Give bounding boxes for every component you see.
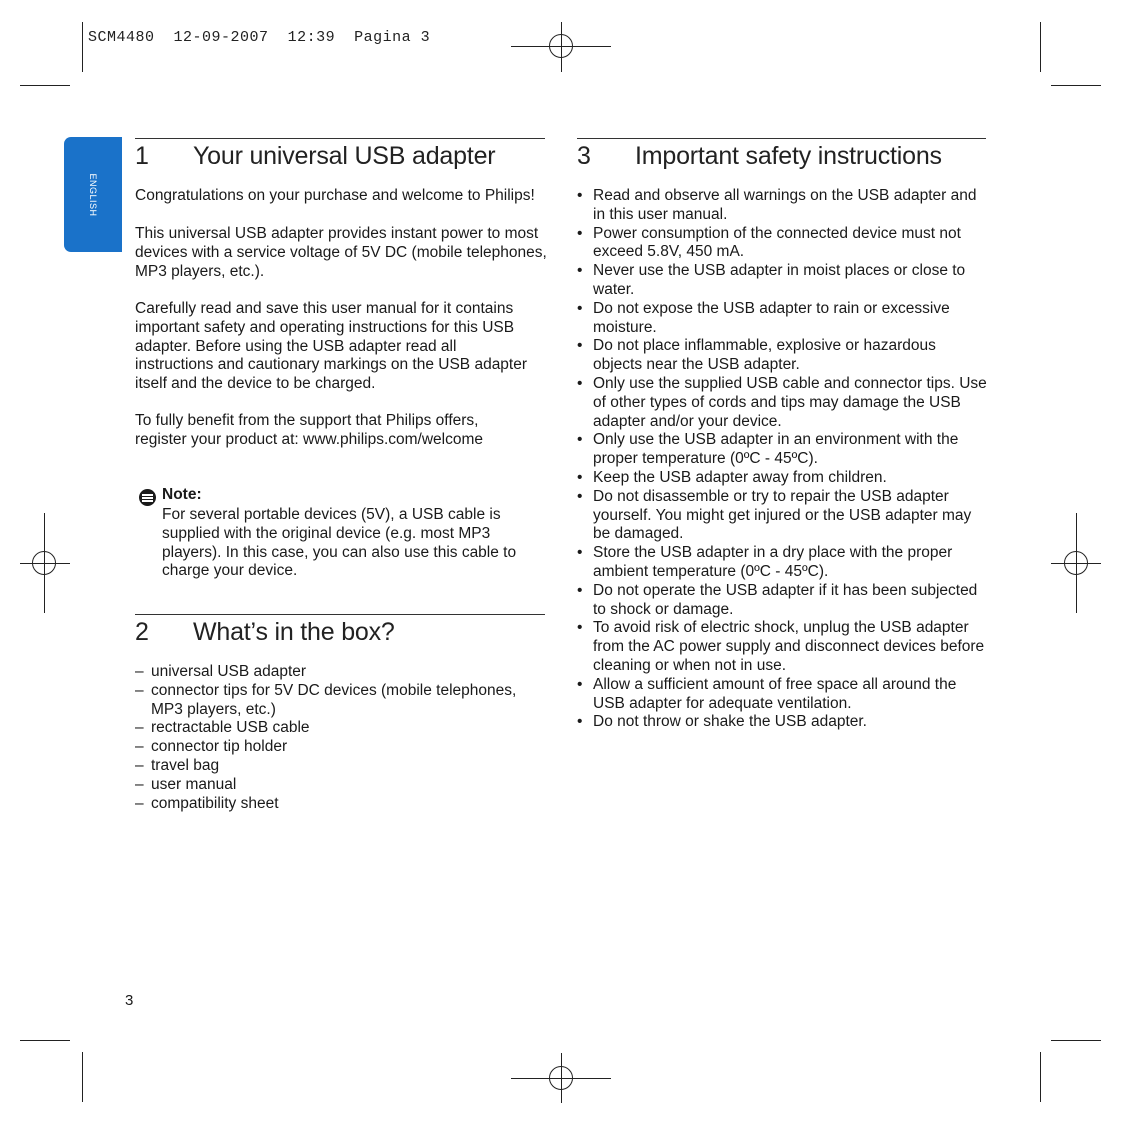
list-item: • Do not place inflammable, explosive or hazardous objects near the USB adapter. — [577, 337, 987, 375]
note-text: For several portable devices (5V), a USB cable is supplied with the original device (e.g. most MP3 players). In this case, you can also use this cable to charge your device. — [162, 506, 517, 580]
list-item: • To avoid risk of electric shock, unplug the USB adapter from the AC power supply and disconnect devices before cleaning or when not in use. — [577, 619, 987, 675]
safety-instructions-list — [577, 187, 987, 732]
section1-paragraph-register: To fully benefit from the support that Philips offers, register your product at: www.philips.com/welcome — [135, 412, 484, 448]
section3-heading — [577, 142, 942, 171]
box-contents-list — [135, 663, 535, 813]
section1-title: Your universal USB adapter — [193, 142, 496, 170]
list-item: – universal USB adapter — [135, 663, 535, 682]
list-item: – rectractable USB cable — [135, 719, 535, 738]
section1-paragraph-description: This universal USB adapter provides instant power to most devices with a service voltage of 5V DC (mobile telephones, MP3 players, etc.). — [135, 225, 547, 280]
list-item: • Store the USB adapter in a dry place with the proper ambient temperature (0ºC - 45ºC). — [577, 544, 987, 582]
list-item: • Keep the USB adapter away from children. — [577, 469, 987, 488]
list-item: • Do not throw or shake the USB adapter. — [577, 713, 987, 732]
slug-date: 12-09-2007 — [173, 29, 269, 46]
section2-rule — [135, 614, 545, 615]
list-item: – user manual — [135, 776, 535, 795]
section2-title: What’s in the box? — [193, 618, 395, 646]
page-number: 3 — [125, 992, 134, 1009]
list-item: • Only use the supplied USB cable and connector tips. Use of other types of cords and tips may damage the USB adapter and/or your device. — [577, 375, 987, 431]
slug-time: 12:39 — [287, 29, 336, 46]
section1-heading — [135, 142, 495, 171]
list-item: • Never use the USB adapter in moist places or close to water. — [577, 262, 987, 300]
list-item: – travel bag — [135, 757, 535, 776]
section1-paragraph-welcome: Congratulations on your purchase and welcome to Philips! — [135, 187, 535, 204]
section3-rule — [577, 138, 986, 139]
section2-number: 2 — [135, 618, 149, 646]
section1-paragraph-read-manual: Carefully read and save this user manual for it contains important safety and operating instructions for this USB adapter. Before using the USB adapter read all instructions and cautionary markings on the USB adapter itself and the device to be charged. — [135, 300, 528, 393]
print-slug — [88, 29, 430, 46]
section3-number: 3 — [577, 142, 591, 170]
language-tab-label: ENGLISH — [88, 173, 98, 217]
list-item: – compatibility sheet — [135, 795, 535, 814]
slug-page-label: Pagina 3 — [354, 29, 431, 46]
slug-code: SCM4480 — [88, 29, 155, 46]
list-item: • Allow a sufficient amount of free space all around the USB adapter for adequate ventilation. — [577, 676, 987, 714]
list-item: • Do not expose the USB adapter to rain or excessive moisture. — [577, 300, 987, 338]
note-icon — [139, 489, 156, 506]
section1-rule — [135, 138, 545, 139]
section3-title: Important safety instructions — [635, 142, 942, 170]
list-item: – connector tip holder — [135, 738, 535, 757]
list-item: • Do not disassemble or try to repair the USB adapter yourself. You might get injured or the USB adapter may be damaged. — [577, 488, 987, 544]
list-item: – connector tips for 5V DC devices (mobile telephones, MP3 players, etc.) — [135, 682, 535, 720]
list-item: • Power consumption of the connected device must not exceed 5.8V, 450 mA. — [577, 225, 987, 263]
list-item: • Read and observe all warnings on the USB adapter and in this user manual. — [577, 187, 987, 225]
note-title: Note: — [162, 486, 202, 503]
list-item: • Do not operate the USB adapter if it has been subjected to shock or damage. — [577, 582, 987, 620]
section1-number: 1 — [135, 142, 149, 170]
section2-heading — [135, 618, 395, 647]
list-item: • Only use the USB adapter in an environment with the proper temperature (0ºC - 45ºC). — [577, 431, 987, 469]
